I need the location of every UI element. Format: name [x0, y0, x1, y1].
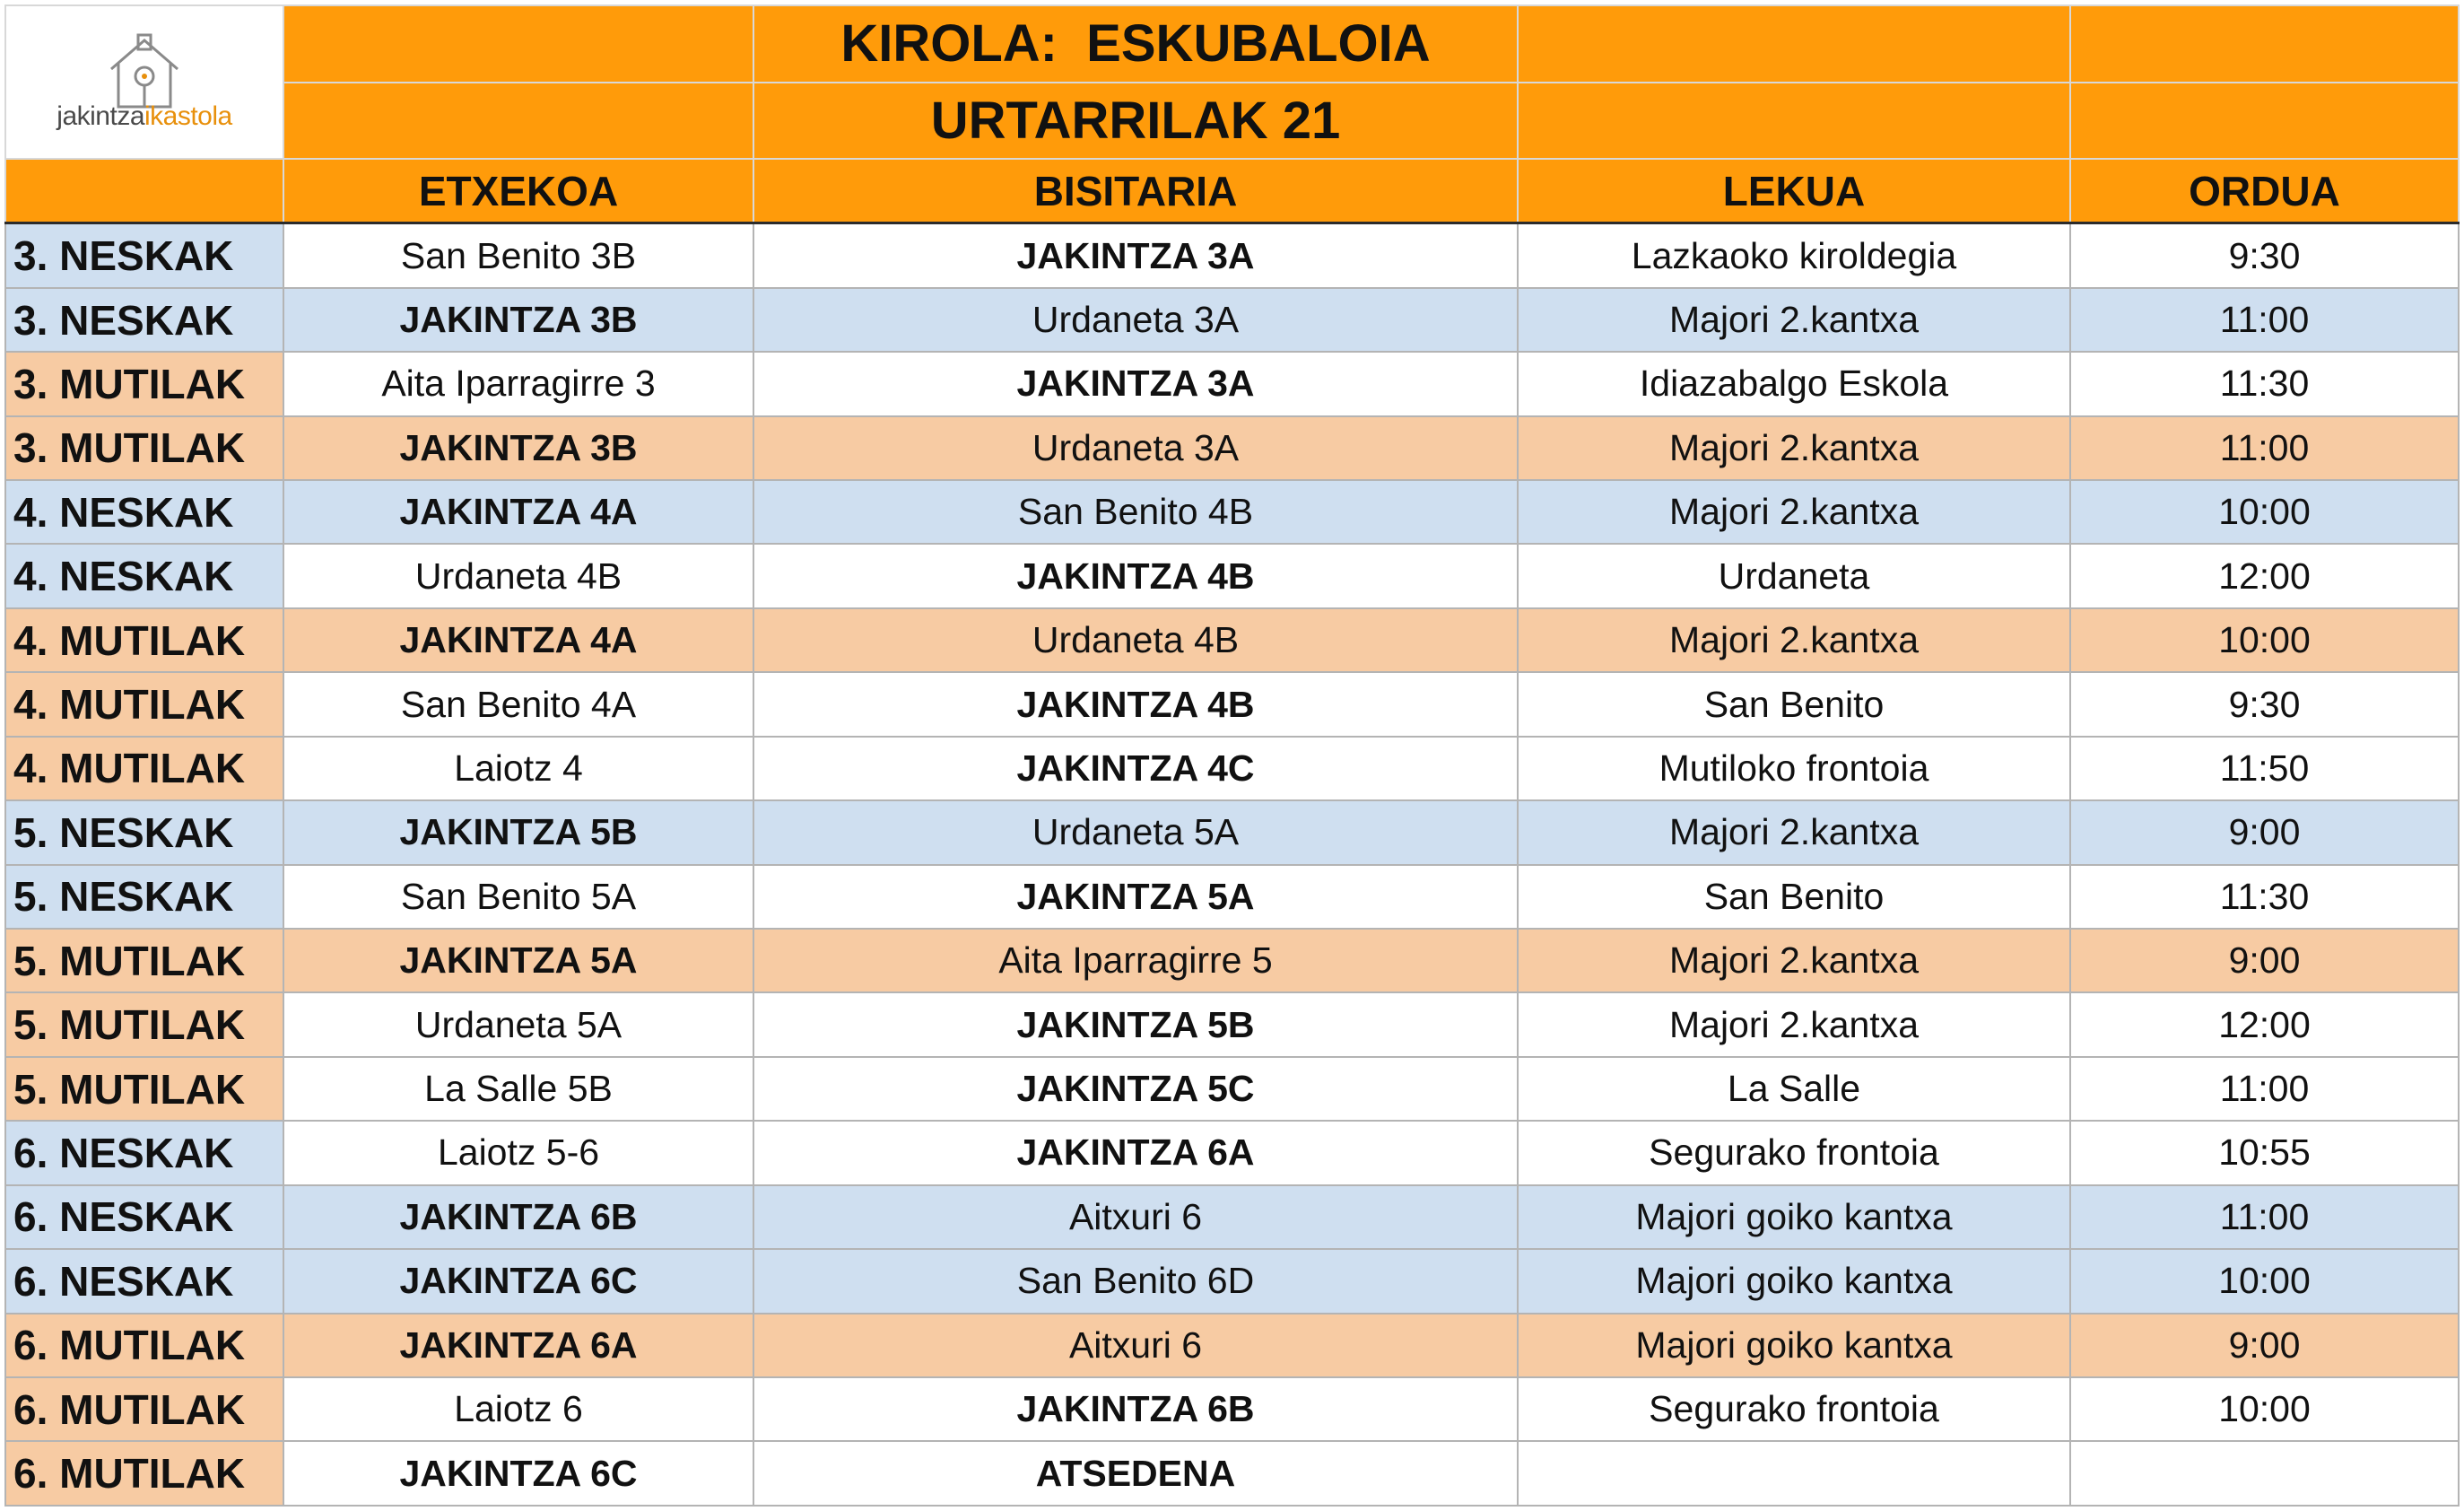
away-team-cell: JAKINTZA 5A — [753, 865, 1518, 929]
column-header-lekua: LEKUA — [1518, 159, 2070, 223]
location-cell: Lazkaoko kiroldegia — [1518, 223, 2070, 288]
away-team-cell: JAKINTZA 6A — [753, 1121, 1518, 1184]
time-cell: 10:55 — [2070, 1121, 2459, 1184]
category-cell: 3. MUTILAK — [5, 416, 283, 480]
away-team-cell: JAKINTZA 6B — [753, 1377, 1518, 1441]
table-row — [5, 352, 2459, 415]
away-team-cell: Urdaneta 5A — [753, 800, 1518, 864]
category-cell: 3. NESKAK — [5, 223, 283, 288]
location-cell: Majori 2.kantxa — [1518, 288, 2070, 352]
category-cell: 3. MUTILAK — [5, 352, 283, 415]
schedule-table — [4, 4, 2460, 1507]
category-cell: 6. MUTILAK — [5, 1314, 283, 1377]
table-row — [5, 1441, 2459, 1506]
location-cell: Majori 2.kantxa — [1518, 480, 2070, 544]
home-team-cell: San Benito 3B — [283, 223, 753, 288]
category-cell: 5. NESKAK — [5, 865, 283, 929]
home-team-cell: JAKINTZA 4A — [283, 608, 753, 672]
time-cell: 11:00 — [2070, 288, 2459, 352]
location-cell: Majori 2.kantxa — [1518, 800, 2070, 864]
location-cell: Majori goiko kantxa — [1518, 1185, 2070, 1249]
location-cell: Majori goiko kantxa — [1518, 1314, 2070, 1377]
category-cell: 4. MUTILAK — [5, 608, 283, 672]
time-cell: 9:00 — [2070, 929, 2459, 992]
away-team-cell: JAKINTZA 3A — [753, 223, 1518, 288]
time-cell: 11:30 — [2070, 865, 2459, 929]
time-cell: 12:00 — [2070, 992, 2459, 1056]
time-cell: 10:00 — [2070, 480, 2459, 544]
category-cell: 5. MUTILAK — [5, 992, 283, 1056]
away-team-cell: JAKINTZA 5C — [753, 1057, 1518, 1121]
location-cell: Majori goiko kantxa — [1518, 1249, 2070, 1313]
time-cell: 9:30 — [2070, 223, 2459, 288]
table-row — [5, 608, 2459, 672]
home-team-cell: Laiotz 6 — [283, 1377, 753, 1441]
location-cell: Segurako frontoia — [1518, 1377, 2070, 1441]
jakintza-ikastola-logo — [10, 21, 279, 144]
location-cell: Mutiloko frontoia — [1518, 737, 2070, 800]
time-cell — [2070, 1441, 2459, 1506]
table-row — [5, 1249, 2459, 1313]
home-team-cell: JAKINTZA 6A — [283, 1314, 753, 1377]
home-team-cell: JAKINTZA 4A — [283, 480, 753, 544]
away-team-cell: Aitxuri 6 — [753, 1185, 1518, 1249]
table-row — [5, 544, 2459, 607]
time-cell: 11:00 — [2070, 1185, 2459, 1249]
time-cell: 9:30 — [2070, 672, 2459, 736]
time-cell: 10:00 — [2070, 1377, 2459, 1441]
table-row — [5, 1121, 2459, 1184]
table-row — [5, 1377, 2459, 1441]
home-team-cell: Laiotz 4 — [283, 737, 753, 800]
home-team-cell: JAKINTZA 5A — [283, 929, 753, 992]
table-row — [5, 288, 2459, 352]
away-team-cell: San Benito 4B — [753, 480, 1518, 544]
location-cell: La Salle — [1518, 1057, 2070, 1121]
table-row — [5, 672, 2459, 736]
time-cell: 11:50 — [2070, 737, 2459, 800]
home-team-cell: Laiotz 5-6 — [283, 1121, 753, 1184]
away-team-cell: San Benito 6D — [753, 1249, 1518, 1313]
location-cell: Urdaneta — [1518, 544, 2070, 607]
table-row — [5, 1057, 2459, 1121]
table-row — [5, 1314, 2459, 1377]
location-cell: Segurako frontoia — [1518, 1121, 2070, 1184]
category-cell: 6. NESKAK — [5, 1249, 283, 1313]
logo-cell — [5, 5, 283, 159]
category-cell: 6. MUTILAK — [5, 1377, 283, 1441]
location-cell: Majori 2.kantxa — [1518, 416, 2070, 480]
table-row — [5, 865, 2459, 929]
category-cell: 4. NESKAK — [5, 544, 283, 607]
location-cell — [1518, 1441, 2070, 1506]
category-cell: 5. NESKAK — [5, 800, 283, 864]
away-team-cell: JAKINTZA 4B — [753, 544, 1518, 607]
time-cell: 9:00 — [2070, 1314, 2459, 1377]
category-cell: 4. MUTILAK — [5, 672, 283, 736]
location-cell: Majori 2.kantxa — [1518, 929, 2070, 992]
table-row — [5, 480, 2459, 544]
column-header-ordua: ORDUA — [2070, 159, 2459, 223]
sport-title: KIROLA: ESKUBALOIA — [753, 5, 1518, 83]
location-cell: Majori 2.kantxa — [1518, 992, 2070, 1056]
away-team-cell: Aitxuri 6 — [753, 1314, 1518, 1377]
category-cell: 4. MUTILAK — [5, 737, 283, 800]
away-team-cell: Urdaneta 4B — [753, 608, 1518, 672]
home-team-cell: JAKINTZA 6B — [283, 1185, 753, 1249]
column-header-bisitaria: BISITARIA — [753, 159, 1518, 223]
category-cell: 4. NESKAK — [5, 480, 283, 544]
away-team-cell: Urdaneta 3A — [753, 288, 1518, 352]
time-cell: 9:00 — [2070, 800, 2459, 864]
home-team-cell: JAKINTZA 3B — [283, 416, 753, 480]
time-cell: 10:00 — [2070, 1249, 2459, 1313]
category-cell: 6. NESKAK — [5, 1121, 283, 1184]
table-row — [5, 737, 2459, 800]
home-team-cell: Aita Iparragirre 3 — [283, 352, 753, 415]
table-row — [5, 416, 2459, 480]
away-team-cell: JAKINTZA 5B — [753, 992, 1518, 1056]
home-team-cell: JAKINTZA 5B — [283, 800, 753, 864]
column-header-etxekoa: ETXEKOA — [283, 159, 753, 223]
table-row — [5, 1185, 2459, 1249]
category-cell: 6. NESKAK — [5, 1185, 283, 1249]
away-team-cell: JAKINTZA 3A — [753, 352, 1518, 415]
home-team-cell: JAKINTZA 6C — [283, 1441, 753, 1506]
time-cell: 12:00 — [2070, 544, 2459, 607]
home-team-cell: JAKINTZA 6C — [283, 1249, 753, 1313]
home-team-cell: San Benito 5A — [283, 865, 753, 929]
category-cell: 5. MUTILAK — [5, 1057, 283, 1121]
home-team-cell: JAKINTZA 3B — [283, 288, 753, 352]
table-row — [5, 929, 2459, 992]
time-cell: 11:00 — [2070, 416, 2459, 480]
table-row — [5, 992, 2459, 1056]
away-team-cell: Aita Iparragirre 5 — [753, 929, 1518, 992]
home-team-cell: La Salle 5B — [283, 1057, 753, 1121]
category-cell: 5. MUTILAK — [5, 929, 283, 992]
table-row — [5, 800, 2459, 864]
location-cell: Majori 2.kantxa — [1518, 608, 2070, 672]
home-team-cell: San Benito 4A — [283, 672, 753, 736]
away-team-cell: Urdaneta 3A — [753, 416, 1518, 480]
time-cell: 11:00 — [2070, 1057, 2459, 1121]
table-row — [5, 223, 2459, 288]
category-cell: 3. NESKAK — [5, 288, 283, 352]
time-cell: 10:00 — [2070, 608, 2459, 672]
home-team-cell: Urdaneta 5A — [283, 992, 753, 1056]
home-team-cell: Urdaneta 4B — [283, 544, 753, 607]
time-cell: 11:30 — [2070, 352, 2459, 415]
location-cell: San Benito — [1518, 865, 2070, 929]
location-cell: Idiazabalgo Eskola — [1518, 352, 2070, 415]
category-cell: 6. MUTILAK — [5, 1441, 283, 1506]
away-team-cell: ATSEDENA — [753, 1441, 1518, 1506]
location-cell: San Benito — [1518, 672, 2070, 736]
away-team-cell: JAKINTZA 4C — [753, 737, 1518, 800]
logo-text: jakintzaikastola — [57, 100, 232, 131]
away-team-cell: JAKINTZA 4B — [753, 672, 1518, 736]
date-title: URTARRILAK 21 — [753, 83, 1518, 160]
